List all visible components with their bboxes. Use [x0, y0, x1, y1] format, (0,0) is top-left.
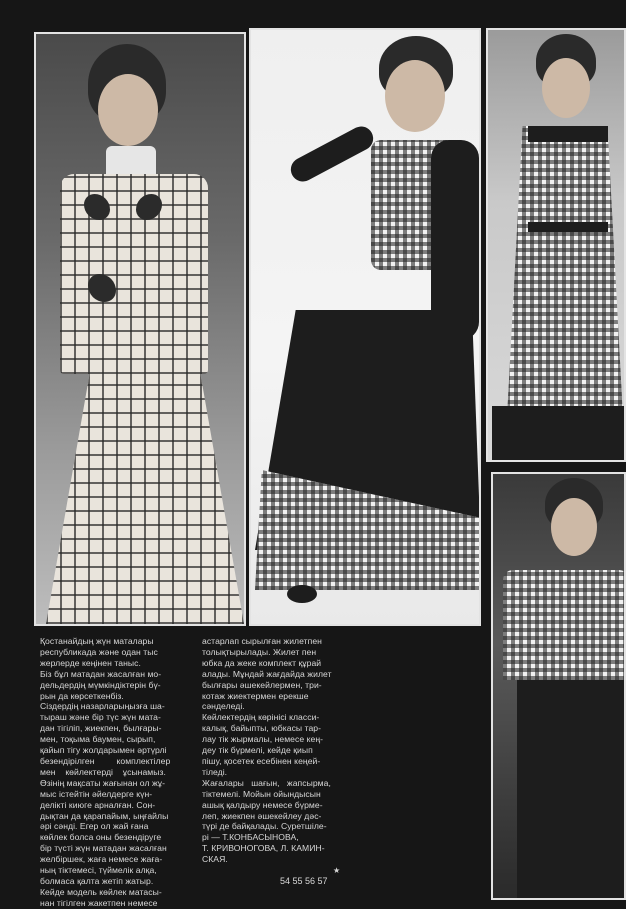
- photo-seated-dark-dress: [249, 28, 481, 626]
- figure-face: [98, 74, 158, 146]
- page-numbers: 54 55 56 57: [280, 876, 328, 886]
- photo-dark-dress-checked-sleeves: [491, 472, 626, 900]
- dark-yoke: [528, 126, 608, 142]
- figure-face: [385, 60, 445, 132]
- star-mark: ★: [333, 866, 341, 875]
- dress-sleeve: [287, 122, 378, 185]
- photo-checked-dress: [486, 28, 626, 462]
- plaid-skirt: [46, 374, 244, 624]
- article-column-2: астарлап сырылған жилетпен толықтырылады. Жилет пен юбка да жеке комплект құрай алады. Мұндай жағдайда жилет былғары әшекейлермен, три- котаж жиектермен ерекше сәнделеді. Көйлектердің көрінісі класси- калық, байыпты, юбкасы тар- лау тік жырмалы, немесе кең- деу тік бүрмелі, кейде қиып пішу, қосетек есебінен кеңей- тіледі. Жағалары шағын, жапсырма, тіктемелі. Мойын ойындысын ашық қалдыру немесе бүрме- леп, жиекпен әшекейлеу дәс- түрі де байқалады. Суретшіле- рі — Т.КОНБАСЫНОВА, Т. КРИВОНОГОВА, Л. КАМИН- СКАЯ.: [202, 636, 332, 865]
- plaid-vest: [60, 174, 208, 374]
- photo-plaid-vest-outfit: [34, 32, 246, 626]
- checked-yoke: [503, 570, 626, 680]
- shoe: [287, 585, 317, 603]
- checked-dress: [506, 126, 624, 436]
- dark-hem-band: [492, 406, 626, 460]
- article-column-1: Қостанайдың жүн маталары республикада және одан тыс жерлерде кеңінен таныс. Біз бұл матадан жасалған мо- дельдердің мүмкіндіктерін бү- рын да көрсеткенбіз. Сіздердің назарларыңызға ша- тыраш және бір түс жүн мата- дан тігіліп, жиекпен, былғары- мен, тоқыма баумен, сырып, қайып тігу жолдарымен әртүрлі безендірілген комплектілер мен көйлектерді ұсынамыз. Өзінің мақсаты жағынан ол жұ- мыс істейтін әйелдерге күн- делікті киюге арналған. Сон- дықтан да қарапайым, ыңғайлы әрі сәнді. Егер ол жай ғана көйлек болса оны безендіруге бір түсті жүн матадан жасалған желбіршек, жаға немесе жаға- ның тіктемесі, түймелік алқа, болмаса қалта жетіп жатыр. Кейде модель көйлек матасы- нан тігілген жакетпен немесе: [40, 636, 171, 908]
- figure-face: [542, 58, 590, 118]
- belt: [528, 222, 608, 232]
- dark-skirt: [517, 680, 626, 900]
- figure-face: [551, 498, 597, 556]
